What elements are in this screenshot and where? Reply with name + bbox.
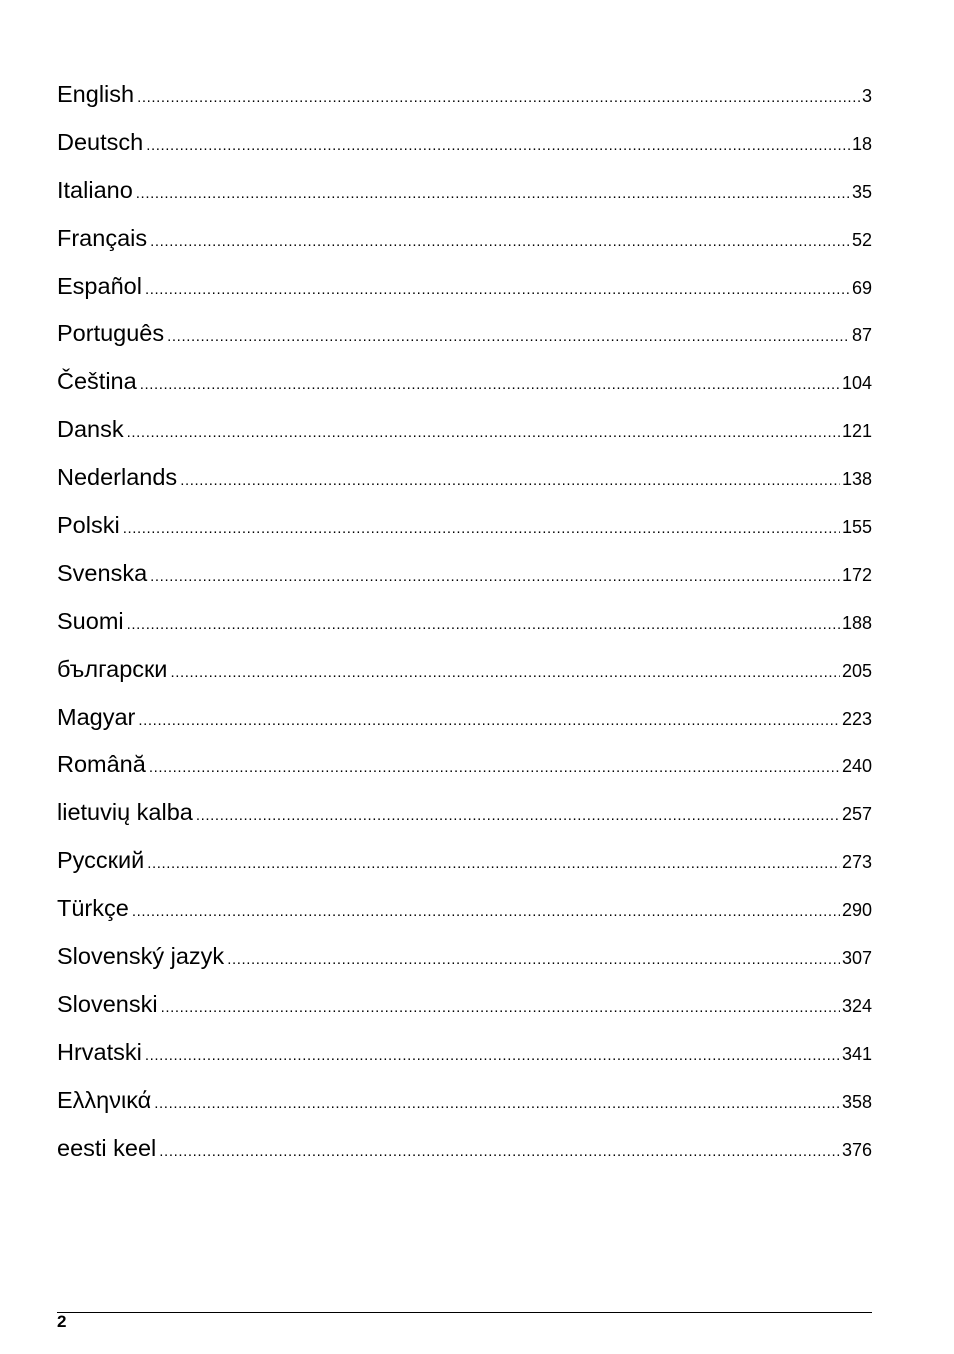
toc-language-label: eesti keel <box>57 1134 157 1161</box>
dot-leader <box>137 81 860 115</box>
dot-leader <box>138 704 840 738</box>
dot-leader <box>161 991 840 1025</box>
page-number: 2 <box>57 1312 67 1331</box>
toc-page-number: 376 <box>841 1139 872 1160</box>
toc-page-number: 155 <box>841 517 872 538</box>
toc-language-label: Italiano <box>57 176 133 203</box>
toc-entry-romana[interactable] <box>57 747 872 795</box>
dot-leader <box>227 943 840 977</box>
toc-page-number: 341 <box>841 1043 872 1064</box>
toc-page-number: 52 <box>851 229 872 250</box>
toc-entry-eesti[interactable] <box>57 1131 872 1179</box>
toc-page-number: 69 <box>851 277 872 298</box>
toc-entry-deutsch[interactable] <box>57 125 872 173</box>
dot-leader <box>146 129 850 163</box>
toc-language-label: Français <box>57 224 148 251</box>
toc-entry-magyar[interactable] <box>57 700 872 748</box>
toc-entry-english[interactable] <box>57 77 872 125</box>
toc-language-label: Magyar <box>57 703 136 730</box>
toc-entry-italiano[interactable] <box>57 173 872 221</box>
toc-page-number: 358 <box>841 1091 872 1112</box>
dot-leader <box>145 273 850 307</box>
toc-entry-slovenski[interactable] <box>57 987 872 1035</box>
toc-language-label: Ελληνικά <box>57 1086 152 1113</box>
dot-leader <box>140 368 840 402</box>
toc-page-number: 273 <box>841 852 872 873</box>
toc-entry-svenska[interactable] <box>57 556 872 604</box>
dot-leader <box>170 656 840 690</box>
toc-entry-bulgarian[interactable] <box>57 652 872 700</box>
toc-language-label: Türkçe <box>57 895 129 922</box>
toc-page-number: 240 <box>841 756 872 777</box>
toc-entry-turkce[interactable] <box>57 891 872 939</box>
dot-leader <box>196 799 840 833</box>
footer-divider <box>57 1312 872 1313</box>
dot-leader <box>127 608 840 642</box>
toc-entry-nederlands[interactable] <box>57 460 872 508</box>
toc-language-label: Slovenský jazyk <box>57 943 225 970</box>
toc-language-label: lietuvių kalba <box>57 799 193 826</box>
dot-leader <box>150 225 850 259</box>
dot-leader <box>150 560 840 594</box>
dot-leader <box>149 751 840 785</box>
toc-page-number: 18 <box>851 133 872 154</box>
toc-page-number: 87 <box>851 325 872 346</box>
toc-page-number: 138 <box>841 469 872 490</box>
toc-entry-polski[interactable] <box>57 508 872 556</box>
dot-leader <box>145 1039 840 1073</box>
toc-language-label: Hrvatski <box>57 1038 142 1065</box>
dot-leader <box>123 512 840 546</box>
toc-page-number: 205 <box>841 660 872 681</box>
toc-entry-lietuviu[interactable] <box>57 795 872 843</box>
toc-page-number: 172 <box>841 564 872 585</box>
toc-language-label: Español <box>57 272 142 299</box>
toc-language-label: Svenska <box>57 559 148 586</box>
toc-language-label: Nederlands <box>57 464 178 491</box>
toc-page-number: 3 <box>861 86 872 106</box>
toc-language-label: Русский <box>57 847 145 874</box>
toc-page-number: 290 <box>841 900 872 921</box>
toc-language-label: Dansk <box>57 416 124 443</box>
toc-entry-dansk[interactable] <box>57 412 872 460</box>
toc-language-label: Slovenski <box>57 990 158 1017</box>
toc-language-label: Română <box>57 751 146 778</box>
toc-page-number: 121 <box>841 421 872 442</box>
dot-leader <box>154 1087 840 1121</box>
toc-language-label: Čeština <box>57 368 137 395</box>
dot-leader <box>132 895 840 929</box>
dot-leader <box>180 464 840 498</box>
toc-page-number: 104 <box>841 373 872 394</box>
toc-language-label: Deutsch <box>57 128 144 155</box>
toc-page-number: 307 <box>841 948 872 969</box>
toc-page-number: 223 <box>841 708 872 729</box>
dot-leader <box>147 847 840 881</box>
toc-entry-slovensky[interactable] <box>57 939 872 987</box>
toc-entry-espanol[interactable] <box>57 269 872 317</box>
toc-entry-suomi[interactable] <box>57 604 872 652</box>
toc-page-number: 324 <box>841 995 872 1016</box>
toc-entry-greek[interactable] <box>57 1083 872 1131</box>
toc-entry-cestina[interactable] <box>57 364 872 412</box>
toc-language-label: English <box>57 81 135 107</box>
toc-entry-russian[interactable] <box>57 843 872 891</box>
toc-page-number: 188 <box>841 612 872 633</box>
toc-entry-francais[interactable] <box>57 221 872 269</box>
dot-leader <box>167 320 850 354</box>
toc-language-label: Português <box>57 320 165 347</box>
table-of-contents <box>57 77 872 1178</box>
toc-page-number: 257 <box>841 804 872 825</box>
dot-leader <box>159 1135 840 1169</box>
toc-language-label: Polski <box>57 512 120 539</box>
dot-leader <box>127 416 840 450</box>
toc-language-label: български <box>57 655 168 682</box>
toc-entry-portugues[interactable] <box>57 316 872 364</box>
toc-language-label: Suomi <box>57 607 124 634</box>
toc-entry-hrvatski[interactable] <box>57 1035 872 1083</box>
toc-page-number: 35 <box>851 181 872 202</box>
dot-leader <box>136 177 850 211</box>
